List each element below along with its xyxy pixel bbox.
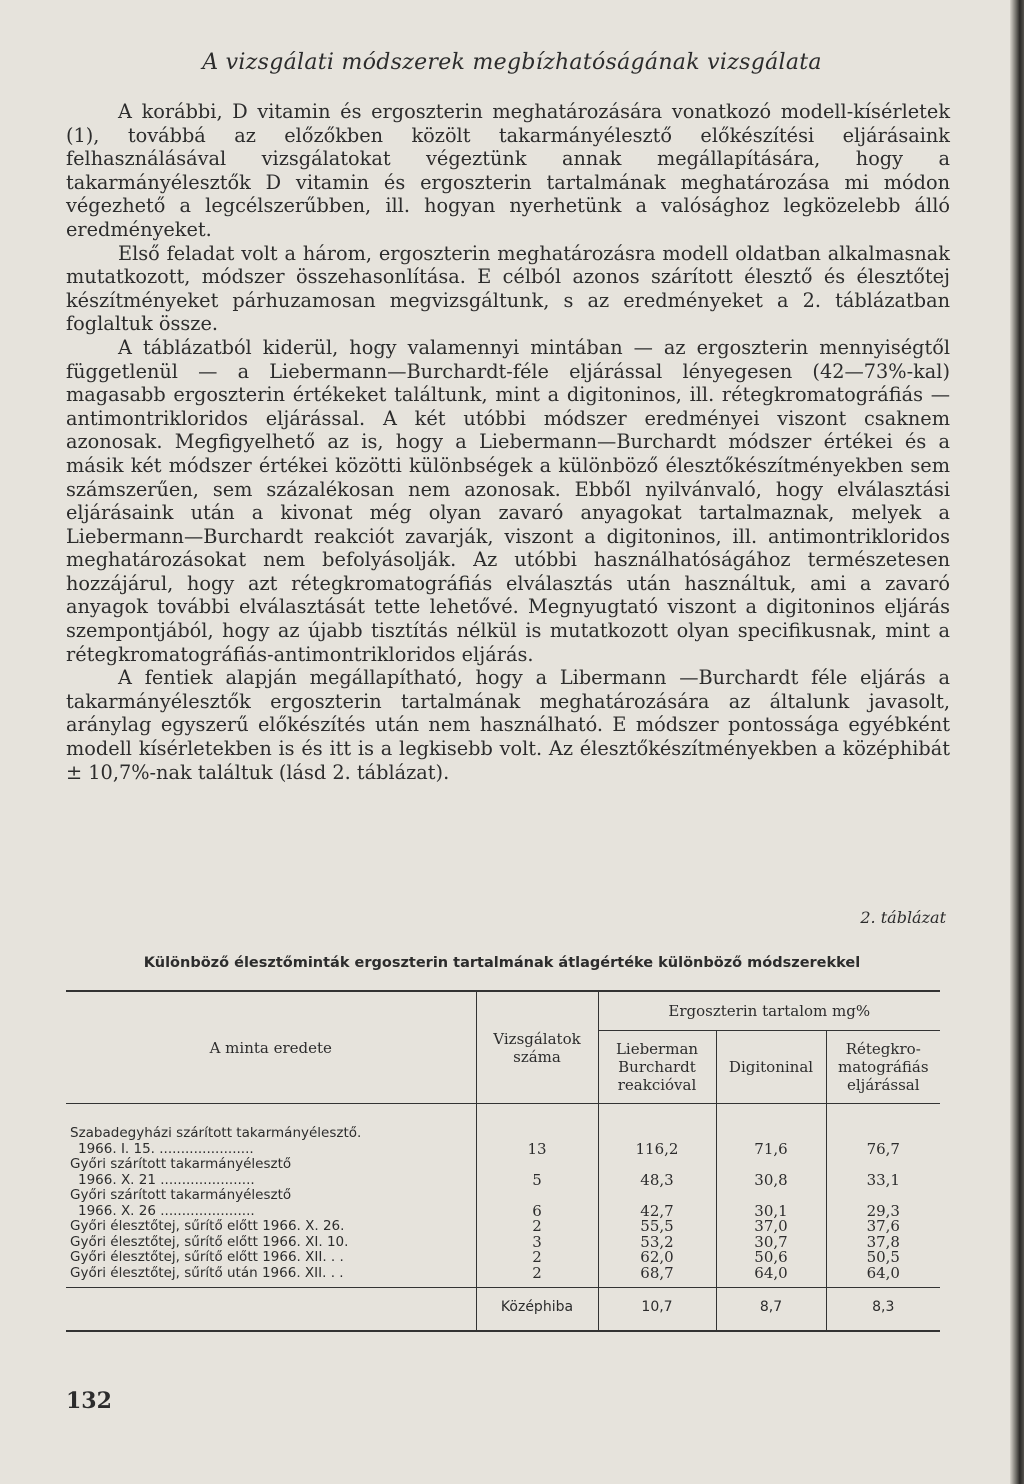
- row-tlc: 76,7: [826, 1104, 940, 1158]
- row-digitonin: 50,6: [716, 1250, 826, 1266]
- row-digitonin: 30,8: [716, 1157, 826, 1188]
- table-footer-row: [66, 1288, 940, 1332]
- paragraph-1: A korábbi, D vitamin és ergoszterin meghatározására vonatkozó modell-kísérletek (1), továbbá az előzőkben közölt takarmányélesztő előkészítési eljárásaink felhasználásával vizsgálatokat végeztünk annak megállapítására, hogy a takarmányélesztők D vitamin és ergoszterin tartalmának meghatározása mi módon végezhető a legcélszerűbben, ill. hogyan nyerhetünk a valósághoz legközelebb álló eredményeket.: [66, 100, 950, 241]
- row-count: 5: [476, 1157, 598, 1188]
- row-source: Győri élesztőtej, sűrítő előtt 1966. XII. . .: [70, 1249, 344, 1265]
- row-count: 13: [476, 1104, 598, 1158]
- row-date: 1966. X. 26 ......................: [78, 1202, 255, 1219]
- row-count: 3: [476, 1235, 598, 1251]
- paragraph-3: A táblázatból kiderül, hogy valamennyi mintában — az ergoszterin mennyiségtől függetlenül — a Liebermann—Burchardt-féle eljárással lényegesen (42—73%-kal) magasabb ergoszterin értékeket találtunk, mint a digitoninos, ill. rétegkromatográfiás — antimontrikloridos eljárással. A két utóbbi módszer eredményei viszont csaknem azonosak. Megfigyelhető az is, hogy a Liebermann—Burchardt módszer értékei és a másik két módszer értékei közötti különbségek a különböző élesztőkészítményekben sem számszerűen, sem százalékosan nem azonosak. Ebből nyilvánvaló, hogy elválasztási eljárásaink után a kivonat még olyan zavaró anyagokat tartalmaznak, melyek a Liebermann—Burchardt reakciót zavarják, viszont a digitoninos, ill. antimontrikloridos meghatározásokat nem befolyásolják. Az utóbbi használhatóságához természetesen hozzájárul, hogy azt rétegkromatográfiás elválasztás után használtuk, ami a zavaró anyagok további elválasztását tette lehetővé. Megnyugtató viszont a digitoninos eljárás szempontjából, hogy az újabb tisztítás nélkül is mutatkozott olyan specifikusnak, mint a rétegkromatográfiás-antimontrikloridos eljárás.: [66, 335, 950, 666]
- table-row: [66, 1219, 940, 1235]
- page-edge-shadow: [1010, 0, 1024, 1484]
- footer-lieberman: 10,7: [598, 1288, 716, 1332]
- row-lieberman: 48,3: [598, 1157, 716, 1188]
- row-tlc: 37,8: [826, 1235, 940, 1251]
- body-text: [66, 100, 950, 784]
- table-row: [66, 1157, 940, 1188]
- row-tlc: 29,3: [826, 1188, 940, 1219]
- row-lieberman: 55,5: [598, 1219, 716, 1235]
- row-lieberman: 42,7: [598, 1188, 716, 1219]
- running-head: A vizsgálati módszerek megbízhatóságának vizsgálata: [202, 50, 822, 75]
- table-row: [66, 1188, 940, 1219]
- table-row: [66, 1250, 940, 1266]
- row-count: 2: [476, 1266, 598, 1288]
- row-digitonin: 30,7: [716, 1235, 826, 1251]
- row-source: Győri szárított takarmányélesztő: [70, 1156, 292, 1172]
- table-row: [66, 1266, 940, 1288]
- row-source: Győri szárított takarmányélesztő: [70, 1187, 292, 1203]
- row-count: 2: [476, 1219, 598, 1235]
- row-lieberman: 53,2: [598, 1235, 716, 1251]
- row-count: 6: [476, 1188, 598, 1219]
- row-lieberman: 116,2: [598, 1104, 716, 1158]
- row-source: Győri élesztőtej, sűrítő előtt 1966. X. 26.: [70, 1218, 345, 1234]
- row-digitonin: 64,0: [716, 1266, 826, 1288]
- footer-tlc: 8,3: [826, 1288, 940, 1332]
- row-date: 1966. I. 15. ......................: [78, 1140, 254, 1157]
- row-source: Szabadegyházi szárított takarmányélesztő.: [70, 1125, 362, 1141]
- row-count: 2: [476, 1250, 598, 1266]
- page-number: 132: [66, 1388, 112, 1414]
- header-lieberman: Lieberman Burchardt reakcióval: [598, 1031, 716, 1104]
- header-digitonin: Digitoninal: [716, 1031, 826, 1104]
- row-digitonin: 37,0: [716, 1219, 826, 1235]
- header-group: Ergoszterin tartalom mg%: [598, 991, 940, 1031]
- data-table: [66, 990, 940, 1332]
- footer-digitonin: 8,7: [716, 1288, 826, 1332]
- paragraph-2: Első feladat volt a három, ergoszterin meghatározásra modell oldatban alkalmasnak mutatkozott, módszer összehasonlítása. E célból azonos szárított élesztő és élesztőtej készítményeket párhuzamosan megvizsgáltunk, s az eredményeket a 2. táblázatban foglaltuk össze.: [66, 241, 950, 336]
- row-digitonin: 71,6: [716, 1104, 826, 1158]
- table-row: [66, 1104, 940, 1158]
- paragraph-4: A fentiek alapján megállapítható, hogy a Libermann —Burchardt féle eljárás a takarmányélesztők ergoszterin tartalmának meghatározására az általunk javasolt, aránylag egyszerű előkészítés után nem használható. E módszer pontossága egyébként modell kísérletekben is és itt is a legkisebb volt. Az élesztőkészítményekben a középhibát ± 10,7%-nak találtuk (lásd 2. táblázat).: [66, 666, 950, 784]
- row-tlc: 33,1: [826, 1157, 940, 1188]
- row-tlc: 50,5: [826, 1250, 940, 1266]
- row-lieberman: 62,0: [598, 1250, 716, 1266]
- header-origin: A minta eredete: [66, 991, 476, 1104]
- row-source: Győri élesztőtej, sűrítő előtt 1966. XI. 10.: [70, 1233, 349, 1250]
- table-caption: 2. táblázat: [860, 908, 946, 927]
- footer-label: Középhiba: [476, 1288, 598, 1332]
- table-row: [66, 1235, 940, 1251]
- table-title: Különböző élesztőminták ergoszterin tartalmának átlagértéke különböző módszerekkel: [143, 955, 861, 971]
- row-digitonin: 30,1: [716, 1188, 826, 1219]
- row-tlc: 37,6: [826, 1219, 940, 1235]
- row-lieberman: 68,7: [598, 1266, 716, 1288]
- row-date: 1966. X. 21 ......................: [78, 1171, 255, 1188]
- row-source: Győri élesztőtej, sűrítő után 1966. XII. . .: [70, 1264, 344, 1281]
- header-tlc: Rétegkro-matográfiás eljárással: [826, 1031, 940, 1104]
- row-tlc: 64,0: [826, 1266, 940, 1288]
- header-count: Vizsgálatok száma: [476, 991, 598, 1104]
